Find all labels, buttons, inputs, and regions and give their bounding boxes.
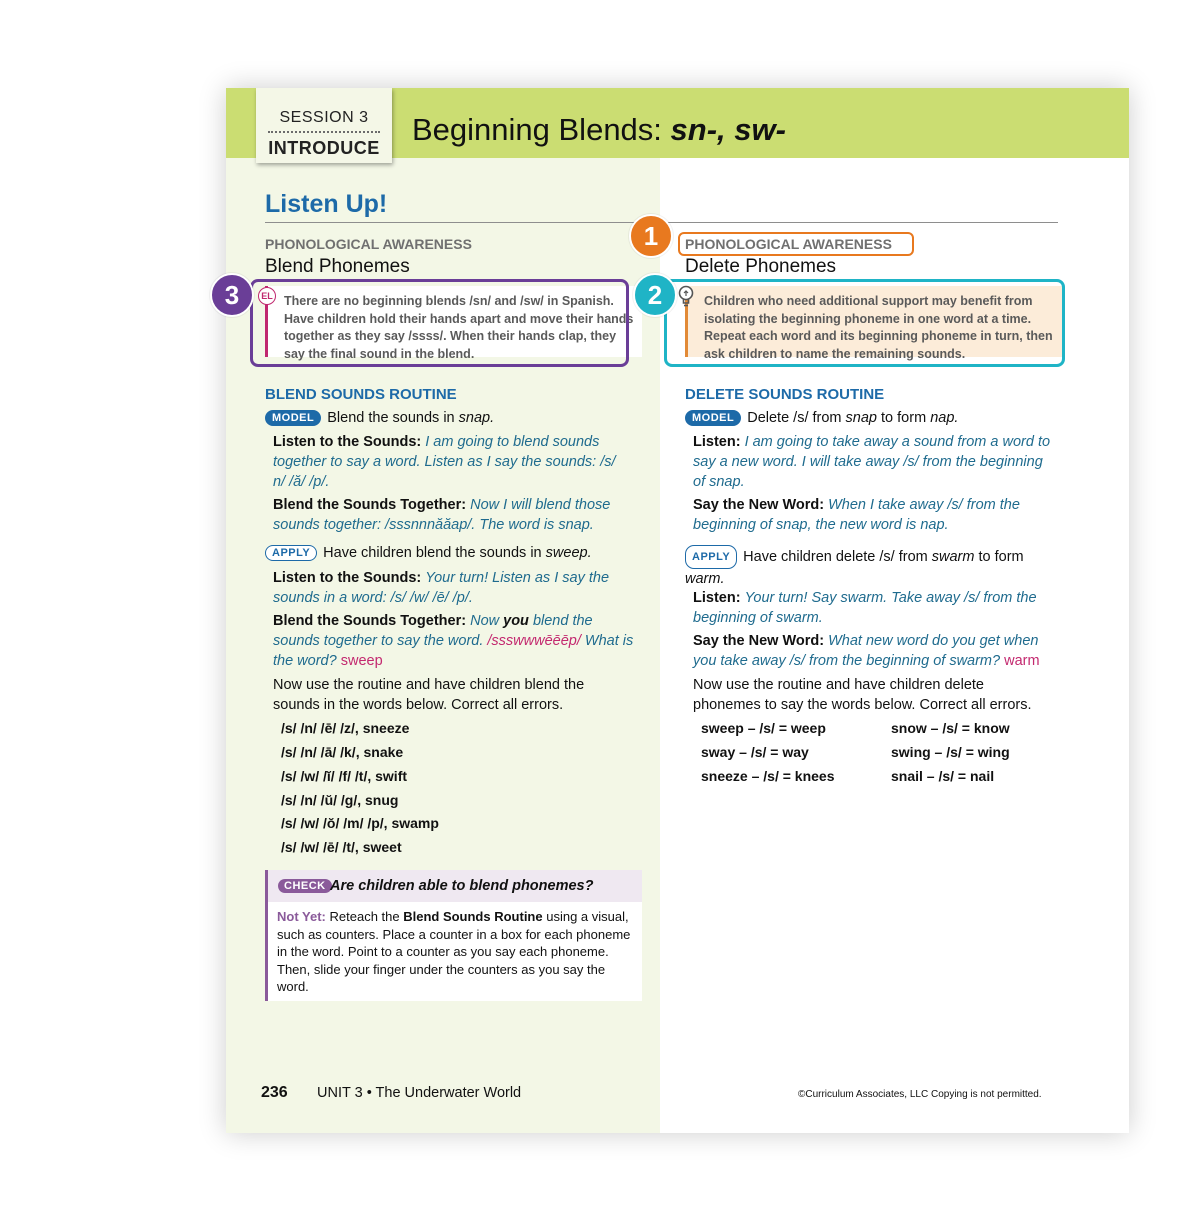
el-globe-icon: EL — [258, 287, 276, 305]
delete-model-say-label: Say the New Word: — [693, 497, 825, 513]
blend-apply-text-1: Now — [470, 613, 504, 629]
blend-apply-word: sweep. — [545, 545, 592, 561]
page-title — [412, 112, 786, 148]
delete-model-listen-text: I am going to take away a sound from a word to say a new word. I will take away /s/ from the beginning of snap. — [693, 434, 1051, 490]
delete-apply-word-2: warm. — [685, 571, 725, 587]
delete-apply-word-1: swarm — [931, 549, 975, 565]
blend-apply-you: you — [503, 613, 529, 629]
delete-model-say — [693, 495, 1053, 535]
delete-word-3: sneeze – /s/ = knees — [701, 768, 835, 784]
blend-model-listen-label: Listen to the Sounds: — [273, 434, 422, 450]
blend-model-blend-label: Blend the Sounds Together: — [273, 497, 467, 513]
check-box — [265, 870, 642, 1001]
delete-word-6: snail – /s/ = nail — [891, 768, 995, 784]
page-number: 236 — [261, 1084, 288, 1101]
blend-word-5: /s/ /w/ /ŏ/ /m/ /p/, swamp — [281, 815, 439, 831]
footer-unit: UNIT 3 • The Underwater World — [317, 1085, 522, 1101]
blend-apply-text-2: blend the sounds together to say the word. — [273, 613, 593, 649]
session-type: INTRODUCE — [268, 138, 380, 158]
delete-apply-say — [693, 631, 1058, 671]
model-pill: MODEL — [265, 410, 321, 426]
delete-word-5: swing – /s/ = wing — [891, 744, 1010, 760]
check-pill: CHECK — [278, 879, 332, 893]
blend-model-listen-text: I am going to blend sounds together to say a word. Listen as I say the sounds: /s/ n/ /ă/ /p/. — [273, 434, 616, 490]
left-kicker: PHONOLOGICAL AWARENESS — [265, 236, 472, 252]
delete-word-4: snow – /s/ = know — [891, 720, 1010, 736]
footer-copyright: ©Curriculum Associates, LLC Copying is not permitted. — [798, 1089, 1042, 1100]
delete-model-say-text: When I take away /s/ from the beginning of snap, the new word is nap. — [693, 497, 1020, 533]
blend-apply-text-3: What is the word? — [273, 633, 634, 669]
session-divider — [268, 131, 380, 133]
delete-word-1: sweep – /s/ = weep — [701, 720, 826, 736]
delete-model-word-2: nap. — [930, 410, 959, 426]
check-header — [268, 870, 642, 902]
delete-apply-listen-label: Listen: — [693, 590, 741, 606]
support-tip-text: Children who need additional support may benefit from isolating the beginning phoneme in one word at a time. Repeat each word and its beginning phoneme in turn, then ask children to name the remaining sounds. — [704, 294, 1053, 361]
delete-practice-text: Now use the routine and have children delete phonemes to say the words below. Correct all errors. — [693, 677, 1032, 713]
apply-pill-right: APPLY — [685, 545, 737, 569]
check-question: Are children able to blend phonemes? — [330, 878, 594, 894]
title-blends: sn-, sw- — [670, 112, 786, 147]
blend-word-4: /s/ /n/ /ŭ/ /g/, snug — [281, 792, 399, 808]
annotation-badge-2: 2 — [633, 273, 677, 317]
delete-model-line — [685, 410, 958, 426]
el-tip-text: There are no beginning blends /sn/ and /sw/ in Spanish. Have children hold their hands apart and move their hands together as they say /ssss/. When their hands clap, they say the final sound in the blend. — [284, 294, 634, 361]
delete-model-listen-label: Listen: — [693, 434, 741, 450]
right-subhead: Delete Phonemes — [685, 256, 837, 277]
title-prefix: Beginning Blends: — [412, 112, 671, 147]
delete-apply-listen — [693, 588, 1053, 628]
blend-apply-blend — [273, 611, 635, 671]
delete-model-listen — [693, 432, 1053, 492]
apply-pill: APPLY — [265, 545, 317, 561]
blend-apply-text: Have children blend the sounds in — [323, 545, 546, 561]
delete-model-text-2: to form — [877, 410, 931, 426]
blend-apply-listen-label: Listen to the Sounds: — [273, 570, 422, 586]
blend-apply-sounds: /ssswwwēēēp/ — [487, 633, 581, 649]
delete-model-text-1: Delete /s/ from — [747, 410, 846, 426]
check-body-2: using a visual, such as counters. Place a counter in a box for each phoneme in the word. Point to a counter as you say each phoneme. Then, slide your finger under the counters as you say the word. — [277, 909, 631, 994]
blend-word-1: /s/ /n/ /ē/ /z/, sneeze — [281, 720, 410, 736]
blend-word-3: /s/ /w/ /ĭ/ /f/ /t/, swift — [281, 768, 408, 784]
blend-model-blend — [273, 495, 623, 535]
blend-model-text: Blend the sounds in — [327, 410, 459, 426]
blend-apply-blend-label: Blend the Sounds Together: — [273, 613, 467, 629]
delete-apply-text-2: to form — [974, 549, 1024, 565]
delete-word-2: sway – /s/ = way — [701, 744, 809, 760]
not-yet-label: Not Yet: — [277, 909, 326, 924]
blend-model-blend-text: Now I will blend those sounds together: /sssnnnăăap/. The word is snap. — [273, 497, 611, 533]
annotation-3-outline — [250, 279, 629, 367]
annotation-badge-3: 3 — [210, 273, 254, 317]
model-pill-right: MODEL — [685, 410, 741, 426]
delete-apply-listen-text: Your turn! Say swarm. Take away /s/ from the beginning of swarm. — [693, 590, 1037, 626]
blend-apply-listen-text: Your turn! Listen as I say the sounds in a word: /s/ /w/ /ē/ /p/. — [273, 570, 610, 606]
blend-practice-text: Now use the routine and have children blend the sounds in the words below. Correct all errors. — [273, 677, 585, 713]
delete-apply-say-label: Say the New Word: — [693, 633, 825, 649]
annotation-badge-1: 1 — [629, 214, 673, 258]
delete-apply-say-text: What new word do you get when you take away /s/ from the beginning of swarm? — [693, 633, 1039, 669]
left-subhead: Blend Phonemes — [265, 256, 410, 277]
delete-apply-text-1: Have children delete /s/ from — [743, 549, 932, 565]
delete-model-word-1: snap — [845, 410, 877, 426]
blend-model-line — [265, 410, 494, 426]
session-label: SESSION 3 — [279, 109, 369, 126]
blend-model-word: snap. — [458, 410, 495, 426]
session-tab — [256, 88, 392, 163]
check-body-1: Reteach the — [325, 909, 404, 924]
check-body — [277, 908, 637, 996]
blend-apply-listen — [273, 568, 623, 608]
annotation-2-outline — [664, 279, 1065, 367]
annotation-1-outline — [678, 232, 914, 256]
blend-routine-title: BLEND SOUNDS ROUTINE — [265, 386, 457, 403]
blend-word-6: /s/ /w/ /ē/ /t/, sweet — [281, 839, 402, 855]
right-kicker: PHONOLOGICAL AWARENESS — [685, 236, 892, 252]
delete-routine-title: DELETE SOUNDS ROUTINE — [685, 386, 885, 403]
blend-apply-line — [265, 545, 592, 561]
delete-apply-answer: warm — [1004, 653, 1040, 669]
section-title: Listen Up! — [265, 190, 388, 218]
delete-apply-line — [685, 545, 1025, 589]
blend-apply-answer: sweep — [340, 653, 383, 669]
blend-model-listen — [273, 432, 623, 492]
check-body-routine: Blend Sounds Routine — [403, 909, 543, 924]
blend-word-2: /s/ /n/ /ā/ /k/, snake — [281, 744, 404, 760]
